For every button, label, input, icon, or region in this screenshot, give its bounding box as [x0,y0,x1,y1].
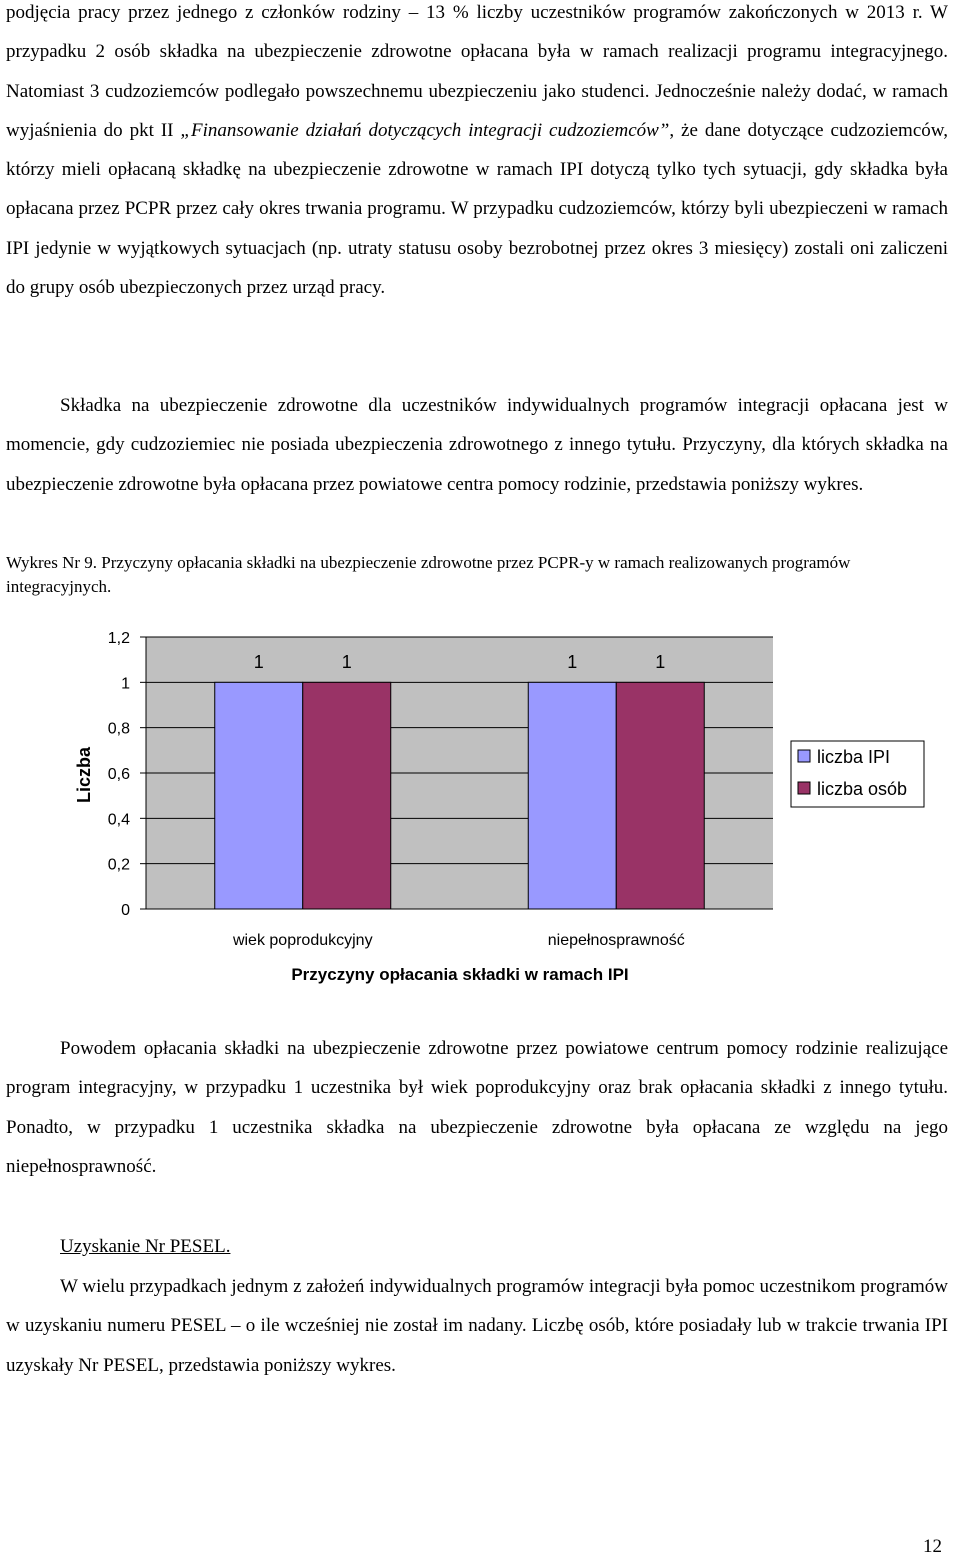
paragraph-reasons-explanation: Powodem opłacania składki na ubezpieczenie zdrowotne przez powiatowe centrum pomocy rodzinie realizujące program integracyjny, w przypadku 1 uczestnika był wiek poprodukcyjny oraz brak opłacania składki z innego tytułu. Ponadto, w przypadku 1 uczestnika składka na ubezpieczenie zdrowotne była opłacana ze względu na jego niepełnosprawność. [6,1038,948,1177]
x-axis-title: Przyczyny opłacania składki w ramach IPI [291,965,629,984]
bar [528,682,616,909]
y-tick-label: 1 [121,675,130,693]
paragraph-insurance-details [6,0,948,307]
data-label: 1 [253,652,264,672]
bar [303,682,391,909]
legend-swatch [798,750,810,762]
bar [616,682,704,909]
y-tick-label: 1,2 [107,630,130,647]
chart-caption: Wykres Nr 9. Przyczyny opłacania składki na ubezpieczenie zdrowotne przez PCPR-y w ramach realizowanych programów integracyjnych. [6,553,851,596]
data-label: 1 [655,652,666,672]
bar-chart [0,615,960,995]
y-tick-label: 0 [121,902,130,919]
legend-label: liczba IPI [817,747,891,767]
paragraph-1-italic-reference: „Finansowanie działań dotyczących integracji cudzoziemców” [180,119,670,141]
paragraph-1-text-b: , że dane dotyczące cudzoziemców, którzy mieli opłacaną składkę na ubezpieczenie zdrowotne w ramach IPI dotyczą tylko tych sytuacji, gdy składka była opłacana przez PCPR przez cały okres trwania programu. W przypadku cudzoziemców, którzy byli ubezpieczeni w ramach IPI jedynie w wyjątkowych sytuacjach (np. utraty statusu osoby bezrobotnej przez okres 3 miesięcy) zostali oni zaliczeni do grupy osób ubezpieczonych przez urząd pracy. [6,119,948,299]
y-tick-label: 0,6 [107,766,130,783]
page-number: 12 [923,1536,942,1557]
y-axis-title: Liczba [74,746,94,804]
section-heading-pesel: Uzyskanie Nr PESEL. [60,1236,231,1257]
data-label: 1 [341,652,352,672]
paragraph-1-text-a: podjęcia pracy przez jednego z członków rodziny – 13 % liczby uczestników programów zakończonych w 2013 r. W przypadku 2 osób składka na ubezpieczenie zdrowotne opłacana była w ramach realizacji programu integracyjnego. Natomiast 3 cudzoziemców podlegało powszechnemu ubezpieczeniu jako studenci. Jednocześnie należy dodać, w ramach wyjaśnienia do pkt II [6,2,948,141]
x-tick-label: wiek poprodukcyjny [232,932,373,949]
x-tick-label: niepełnosprawność [547,932,685,949]
y-tick-label: 0,8 [107,720,130,738]
legend-label: liczba osób [817,779,908,799]
paragraph-pesel: W wielu przypadkach jednym z założeń indywidualnych programów integracji była pomoc uczestnikom programów w uzyskaniu numeru PESEL – o ile wcześniej nie został im nadany. Liczbę osób, które posiadały lub w trakcie trwania IPI uzyskały Nr PESEL, przedstawia poniższy wykres. [6,1276,948,1376]
paragraph-insurance-payment: Składka na ubezpieczenie zdrowotne dla uczestników indywidualnych programów integracji opłacana jest w momencie, gdy cudzoziemiec nie posiada ubezpieczenia zdrowotnego z innego tytułu. Przyczyny, dla których składka na ubezpieczenie zdrowotne była opłacana przez powiatowe centra pomocy rodzinie, przedstawia poniższy wykres. [6,395,948,495]
legend-swatch [798,782,810,794]
y-tick-label: 0,4 [107,811,130,829]
bar [215,682,303,909]
y-tick-label: 0,2 [107,856,130,874]
data-label: 1 [567,652,578,672]
